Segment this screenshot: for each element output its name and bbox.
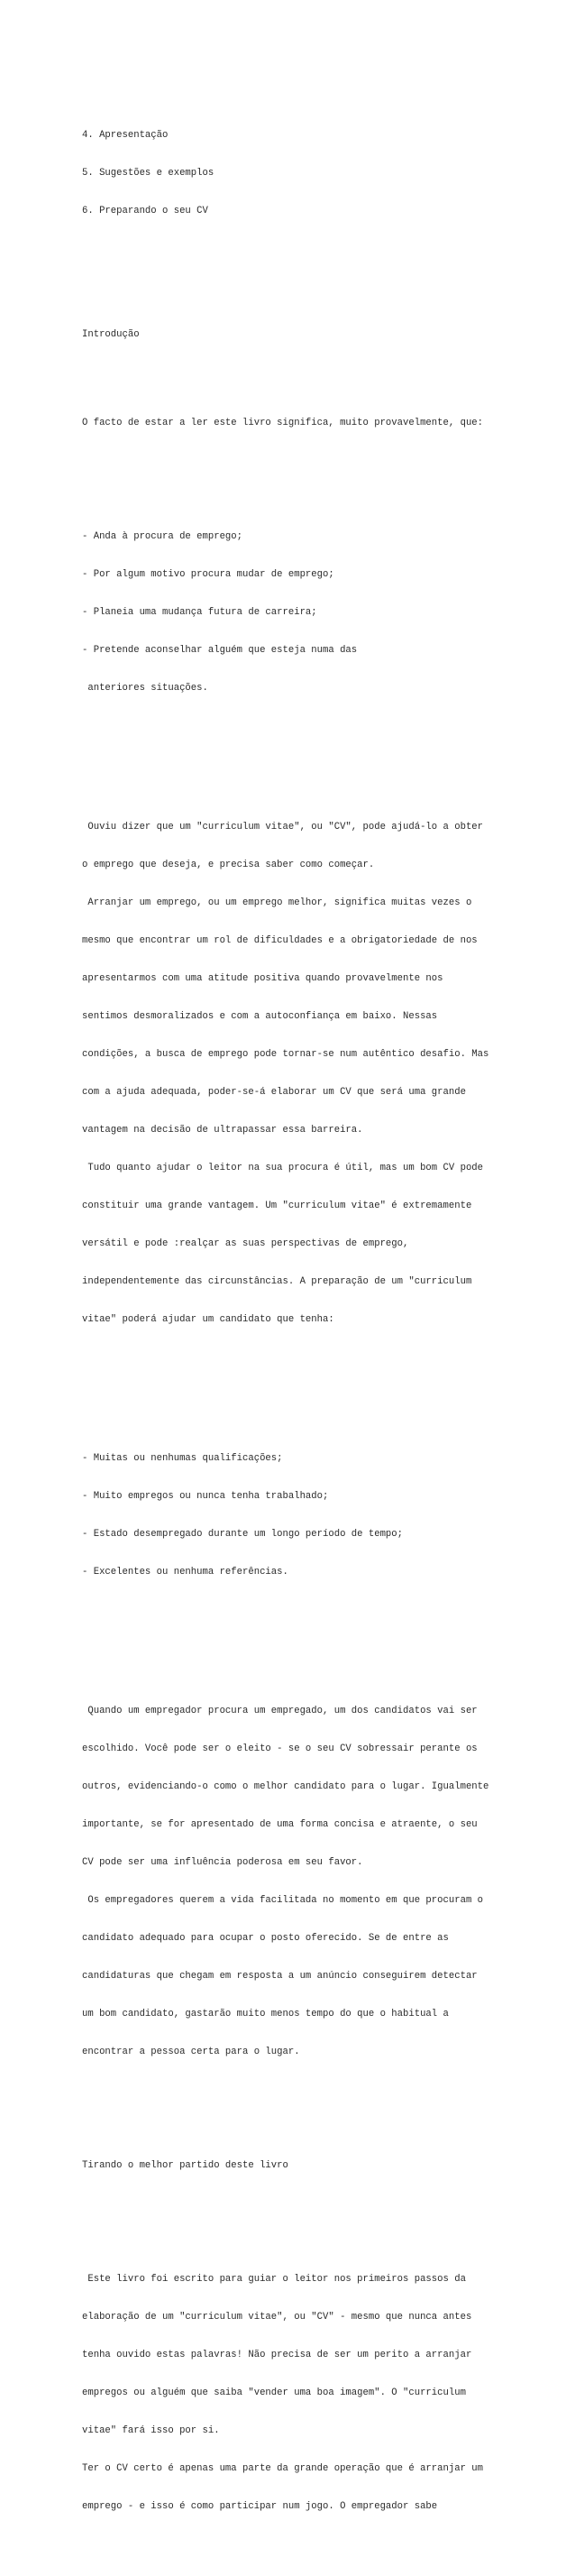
paragraph-line: apresentarmos com uma atitude positiva quando provavelmente nos (82, 973, 443, 984)
paragraph-line: independentemente das circunstâncias. A preparação de um "curriculum (82, 1276, 472, 1287)
list-item: - Anda à procura de emprego; (82, 531, 243, 542)
paragraph-line: mesmo que encontrar um rol de dificuldades e a obrigatoriedade de nos (82, 935, 478, 946)
list-item: - Por algum motivo procura mudar de emprego; (82, 569, 334, 580)
paragraph-line: encontrar a pessoa certa para o lugar. (82, 2047, 300, 2057)
paragraph-line: candidaturas que chegam em resposta a um anúncio conseguirem detectar (82, 1971, 478, 1982)
paragraph-line: Ter o CV certo é apenas uma parte da grande operação que é arranjar um (82, 2463, 484, 2474)
paragraph-line: outros, evidenciando-o como o melhor candidato para o lugar. Igualmente (82, 1781, 489, 1792)
paragraph-line: CV pode ser uma influência poderosa em seu favor. (82, 1857, 363, 1868)
paragraph-line: Arranjar um emprego, ou um emprego melhor, significa muitas vezes o (82, 897, 472, 908)
list-item: - Muitas ou nenhumas qualificações; (82, 1453, 283, 1464)
paragraph-line: vitae" fará isso por si. (82, 2425, 220, 2436)
paragraph-line: importante, se for apresentado de uma forma concisa e atraente, o seu (82, 1819, 478, 1830)
paragraph-line: elaboração de um "curriculum vitae", ou "CV" - mesmo que nunca antes (82, 2312, 472, 2323)
intro-lead: O facto de estar a ler este livro significa, muito provavelmente, que: (82, 418, 484, 428)
paragraph-line: com a ajuda adequada, poder-se-á elaborar um CV que será uma grande (82, 1087, 466, 1098)
paragraph-line: sentimos desmoralizados e com a autoconfiança em baixo. Nessas (82, 1011, 438, 1022)
paragraph-line: tenha ouvido estas palavras! Não precisa de ser um perito a arranjar (82, 2350, 472, 2360)
paragraph-line: escolhido. Você pode ser o eleito - se o seu CV sobressair perante os (82, 1743, 478, 1754)
section-title-tirando-partido: Tirando o melhor partido deste livro (82, 2160, 288, 2171)
paragraph-line: empregos ou alguém que saiba "vender uma boa imagem". O "curriculum (82, 2387, 466, 2398)
toc-item: 4. Apresentação (82, 130, 169, 141)
list-item: - Planeia uma mudança futura de carreira; (82, 607, 317, 618)
paragraph-line: o emprego que deseja, e precisa saber como começar. (82, 860, 375, 870)
table-of-contents-tail (82, 104, 551, 243)
paragraph-line: Os empregadores querem a vida facilitada no momento em que procuram o (82, 1895, 484, 1906)
qualifications-bullet-list (82, 1427, 551, 1604)
paragraph-line: candidato adequado para ocupar o posto oferecido. Se de entre as (82, 1933, 449, 1944)
paragraph-employer (82, 1679, 551, 2084)
paragraph-cv-intro (82, 796, 551, 1351)
document-body (82, 66, 551, 2576)
toc-item: 5. Sugestões e exemplos (82, 168, 214, 179)
intro-bullet-list (82, 505, 551, 720)
paragraph-book-purpose (82, 2248, 551, 2538)
list-item: - Pretende aconselhar alguém que esteja numa das (82, 645, 358, 656)
paragraph-line: constituir uma grande vantagem. Um "curriculum vitae" é extremamente (82, 1201, 472, 1211)
paragraph-line: emprego - e isso é como participar num jogo. O empregador sabe (82, 2501, 438, 2512)
toc-item: 6. Preparando o seu CV (82, 206, 208, 216)
paragraph-line: Tudo quanto ajudar o leitor na sua procura é útil, mas um bom CV pode (82, 1163, 484, 1173)
list-item: anteriores situações. (82, 683, 208, 694)
list-item: - Excelentes ou nenhuma referências. (82, 1567, 288, 1578)
list-item: - Muito empregos ou nunca tenha trabalhado; (82, 1491, 329, 1502)
paragraph-line: Quando um empregador procura um empregado, um dos candidatos vai ser (82, 1706, 478, 1716)
list-item: - Estado desempregado durante um longo período de tempo; (82, 1529, 404, 1540)
paragraph-line: versátil e pode :realçar as suas perspectivas de emprego, (82, 1238, 409, 1249)
paragraph-line: Este livro foi escrito para guiar o leitor nos primeiros passos da (82, 2274, 466, 2285)
paragraph-line: um bom candidato, gastarão muito menos tempo do que o habitual a (82, 2009, 449, 2019)
paragraph-line: vitae" poderá ajudar um candidato que tenha: (82, 1314, 334, 1325)
section-title-introducao: Introdução (82, 329, 140, 340)
paragraph-line: condições, a busca de emprego pode tornar-se num autêntico desafio. Mas (82, 1049, 489, 1060)
paragraph-line: vantagem na decisão de ultrapassar essa barreira. (82, 1125, 363, 1136)
paragraph-line: Ouviu dizer que um "curriculum vitae", ou "CV", pode ajudá-lo a obter (82, 822, 484, 833)
